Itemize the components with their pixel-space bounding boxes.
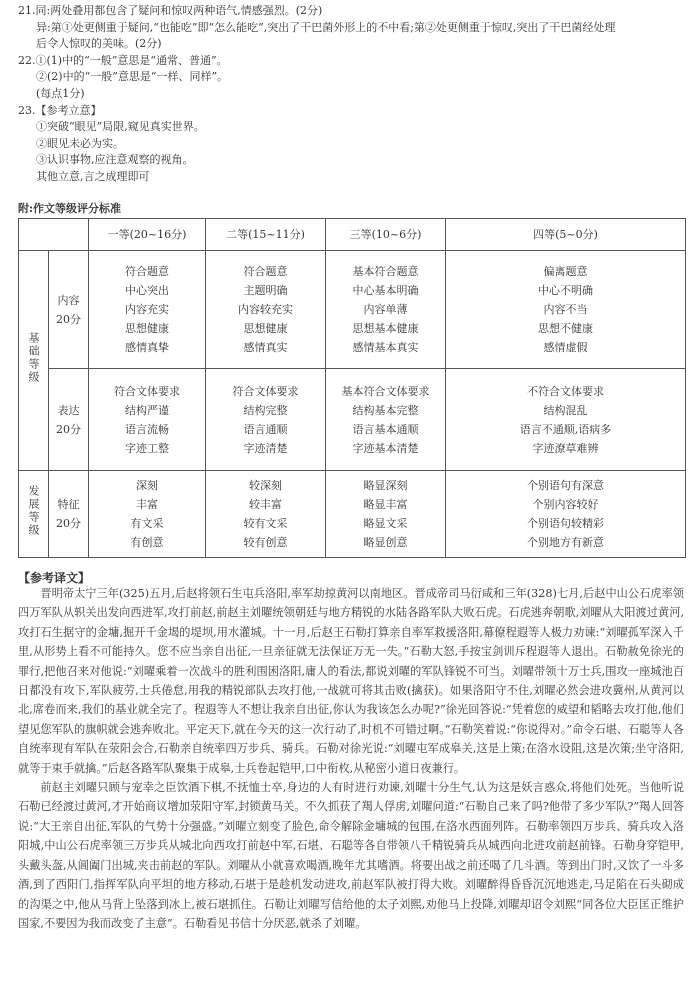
rubric-cell-line: 字迹潦草难辨 <box>532 441 599 455</box>
rubric-cell-line: 符合文体要求 <box>232 384 299 398</box>
rubric-cell-line: 内容较充实 <box>238 303 293 316</box>
rubric-cell-line: 思想健康 <box>243 322 288 335</box>
rubric-cell-line: 略显丰富 <box>363 498 408 511</box>
rubric-cell-line: 个别语句较精彩 <box>527 517 604 530</box>
rubric-cell <box>206 471 326 558</box>
answer-21-line-3: 后令人惊叹的美味。(2分) <box>36 37 162 51</box>
answer-22-line-1: 22.①(1)中的“一般”意思是“通常、普通”。 <box>18 53 228 67</box>
rubric-header-grade-4: 四等(5~0分) <box>446 219 686 251</box>
rubric-cell <box>206 369 326 471</box>
rubric-cell-line: 符合文体要求 <box>114 384 180 398</box>
rubric-cell-line: 略显深刻 <box>363 479 408 492</box>
rubric-cell-line: 有创意 <box>130 536 164 549</box>
rubric-criterion-label: 内容 20分 <box>49 251 89 369</box>
rubric-cell-line: 较有文采 <box>243 517 288 530</box>
answer-23-point-2: ②眼见未必为实。 <box>36 136 124 150</box>
rubric-criterion-label: 表达 20分 <box>49 369 89 471</box>
rubric-cell-line: 语言不通顺,语病多 <box>519 422 612 436</box>
rubric-criterion-label: 特征 20分 <box>49 471 89 558</box>
rubric-cell-line: 感情虚假 <box>543 341 588 354</box>
rubric-cell-line: 结构混乱 <box>543 403 588 417</box>
rubric-cell <box>326 369 446 471</box>
rubric-cell-line: 中心基本明确 <box>352 284 419 297</box>
translation-body <box>18 584 684 933</box>
rubric-cell-line: 较丰富 <box>249 498 282 511</box>
answer-22-line-3: (每点1分) <box>36 86 85 100</box>
rubric-cell-line: 符合题意 <box>243 265 288 278</box>
rubric-cell-line: 内容单薄 <box>363 303 408 316</box>
rubric-cell <box>326 471 446 558</box>
rubric-cell-line: 丰富 <box>136 498 158 511</box>
rubric-cell-line: 主题明确 <box>243 284 288 297</box>
rubric-cell-line: 略显创意 <box>363 536 408 549</box>
rubric-row <box>19 471 686 558</box>
rubric-cell-line: 内容充实 <box>125 303 169 316</box>
rubric-row <box>19 251 686 369</box>
rubric-cell <box>89 369 206 471</box>
rubric-row <box>19 369 686 471</box>
answer-23-point-3: ③认识事物,应注意观察的视角。 <box>36 153 194 167</box>
rubric-cell-line: 基本符合文体要求 <box>341 384 430 398</box>
answer-21-line-1: 21.同:两处叠用都包含了疑问和惊叹两种语气,情感强烈。(2分) <box>18 4 323 17</box>
rubric-cell-line: 有文采 <box>130 517 164 530</box>
rubric-cell <box>89 471 206 558</box>
rubric-cell-line: 字迹基本清楚 <box>352 441 419 455</box>
rubric-cell <box>206 251 326 369</box>
rubric-cell-line: 个别内容较好 <box>532 498 599 511</box>
rubric-cell-line: 内容不当 <box>543 303 588 316</box>
rubric-cell-line: 中心不明确 <box>538 284 593 297</box>
rubric-cell-line: 较深刻 <box>249 479 282 492</box>
answer-21-line-2: 异:第①处更侧重于疑问,“也能吃”即“怎么能吃”,突出了干巴菌外形上的不中看;第②处更侧重于惊叹,突出了干巴菌经处理 <box>36 20 616 34</box>
answer-23-title: 23.【参考立意】 <box>18 103 102 117</box>
rubric-cell-line: 语言基本通顺 <box>352 422 419 436</box>
rubric-cell <box>326 251 446 369</box>
rubric-header-row <box>19 219 686 251</box>
rubric-cell-line: 字迹清楚 <box>243 441 288 455</box>
rubric-cell-line: 结构完整 <box>243 403 288 417</box>
rubric-cell-line: 思想健康 <box>125 322 169 335</box>
answers-section <box>18 3 683 186</box>
rubric-cell-line: 偏离题意 <box>543 265 588 278</box>
rubric-cell-line: 略显文采 <box>363 517 408 530</box>
rubric-cell-line: 结构严谨 <box>125 403 169 417</box>
translation-title: 【参考译文】 <box>18 571 91 585</box>
rubric-cell-line: 个别语句有深意 <box>527 479 604 492</box>
rubric-header-grade-2: 二等(15~11分) <box>206 219 326 251</box>
rubric-cell-line: 语言通顺 <box>243 422 288 436</box>
rubric-cell-line: 个别地方有新意 <box>527 536 604 549</box>
rubric-cell-line: 深刻 <box>136 479 158 492</box>
rubric-group-label-text: 基础等级 <box>27 331 40 384</box>
rubric-header-grade-3: 三等(10~6分) <box>326 219 446 251</box>
answer-23-note: 其他立意,言之成理即可 <box>36 169 150 183</box>
rubric-header-grade-1: 一等(20~16分) <box>89 219 206 251</box>
rubric-cell <box>446 369 686 471</box>
rubric-cell-line: 结构基本完整 <box>352 403 419 417</box>
answer-22-line-2: ②(2)中的“一般”意思是“一样、同样”。 <box>36 70 229 84</box>
rubric-cell-line: 字迹工整 <box>125 441 169 455</box>
rubric-title: 附:作文等级评分标准 <box>18 202 122 215</box>
rubric-cell-line: 不符合文体要求 <box>527 384 604 398</box>
rubric-cell-line: 感情基本真实 <box>352 341 419 354</box>
rubric-cell-line: 基本符合题意 <box>352 265 419 278</box>
rubric-cell-line: 符合题意 <box>125 265 169 278</box>
rubric-cell <box>446 471 686 558</box>
translation-paragraph-1: 晋明帝太宁三年(325)五月,后赵将领石生屯兵洛阳,率军劫掠黄河以南地区。晋成帝司马衍咸和三年(328)七月,后赵中山公石虎率领四万军队从轵关出发向西进军,攻打前赵,前赵主刘曜统领朝廷与地方精锐的水陆各路军队大败石虎。石虎逃奔朝歌,刘曜从大阳渡过黄河,攻打石生据守的金墉,掘开千金堨的堤坝,用水灌城。十一月,后赵王石勒打算亲自率军救援洛阳,幕僚程遐等人极力劝谏:“刘曜孤军深入千里,从形势上看不可能持久。您不应当亲自出征,一旦亲征就无法保证万无一失。”石勒大怒,手按宝剑训斥程遐等人退出。石勒赦免徐光的罪行,把他召来对他说:“刘曜乘着一次战斗的胜利围困洛阳,庸人的看法,都说刘曜的军队锋锐不可当。刘曜带领十万士兵,围攻一座城池百日都没有攻下,军队疲劳,士兵倦怠,用我的精锐部队去攻打他,一战就可将其击败(擒获)。如果洛阳守不住,刘曜必然会进攻冀州,从黄河以北,席卷而来,我们的基业就全完了。程遐等人不想让我亲自出征,你认为我该怎么办呢?”徐光回答说:“凭着您的威望和韬略去攻打他,他们望见您军队的旗帜就会逃奔败北。平定天下,就在今天的这一次行动了,时机不可错过啊。”石勒笑着说:“你说得对。”命令石堪、石聪等人各自统率现有军队在荥阳会合,石勒亲自统率四万步兵、骑兵。石勒对徐光说:“刘曜屯军成皋关,这是上策;在洛水设阻,这是次策;坐守洛阳,就等于束手就擒。”后赵各路军队聚集于成皋,士兵卷起铠甲,口中衔枚,从秘密小道日夜兼行。 <box>18 587 684 775</box>
rubric-cell-line: 思想基本健康 <box>352 322 419 335</box>
rubric-cell-line: 语言流畅 <box>125 422 169 436</box>
answer-23-point-1: ①突破“眼见”局限,窥见真实世界。 <box>36 120 205 134</box>
rubric-group-label <box>19 471 49 558</box>
rubric-cell <box>446 251 686 369</box>
rubric-cell <box>89 251 206 369</box>
rubric-cell-line: 中心突出 <box>125 284 169 297</box>
essay-rubric-table <box>18 218 686 558</box>
rubric-group-label <box>19 251 49 471</box>
rubric-group-label-text: 发展等级 <box>27 485 40 537</box>
translation-paragraph-2: 前赵主刘曜只顾与宠幸之臣饮酒下棋,不抚恤士卒,身边的人有时进行劝谏,刘曜十分生气,认为这是妖言惑众,将他们处死。当他听说石勒已经渡过黄河,才开始商议增加荥阳守军,封锁黄马关。不久抓获了羯人俘虏,刘曜问道:“石勒自己来了吗?他带了多少军队?”羯人回答说:“大王亲自出征,军队的气势十分强盛。”刘曜立刻变了脸色,命令解除金墉城的包围,在洛水西面列阵。石勒率领四万步兵、骑兵攻入洛阳城,中山公石虎率领三万步兵从城北向西攻打前赵中军,石堪、石聪等各自带领八千精锐骑兵从城西向北进攻前赵前锋。石勒身穿铠甲,头戴头盔,从阊阖门出城,夹击前赵的军队。刘曜从小就喜欢喝酒,晚年尤其嗜酒。将要出战之前还喝了几斗酒。等到出门时,又饮了一斗多酒,到了西阳门,指挥军队向平坦的地方移动,石堪于是趁机发动进攻,前赵军队被打得大败。刘曜醉得昏昏沉沉地逃走,马足陷在石头砌成的沟渠之中,他从马背上坠落到冰上,被石堪抓住。石勒让刘曜写信给他的太子刘熙,劝他马上投降,刘曜却诏令刘熙“同各位大臣匡正维护国家,不要因为我而改变了主意”。石勒看见书信十分厌恶,就杀了刘曜。 <box>18 781 684 930</box>
rubric-cell-line: 思想不健康 <box>538 322 593 335</box>
rubric-cell-line: 感情真挚 <box>125 341 169 354</box>
rubric-corner-cell <box>19 219 89 251</box>
rubric-cell-line: 感情真实 <box>243 341 288 354</box>
rubric-cell-line: 较有创意 <box>243 536 288 549</box>
